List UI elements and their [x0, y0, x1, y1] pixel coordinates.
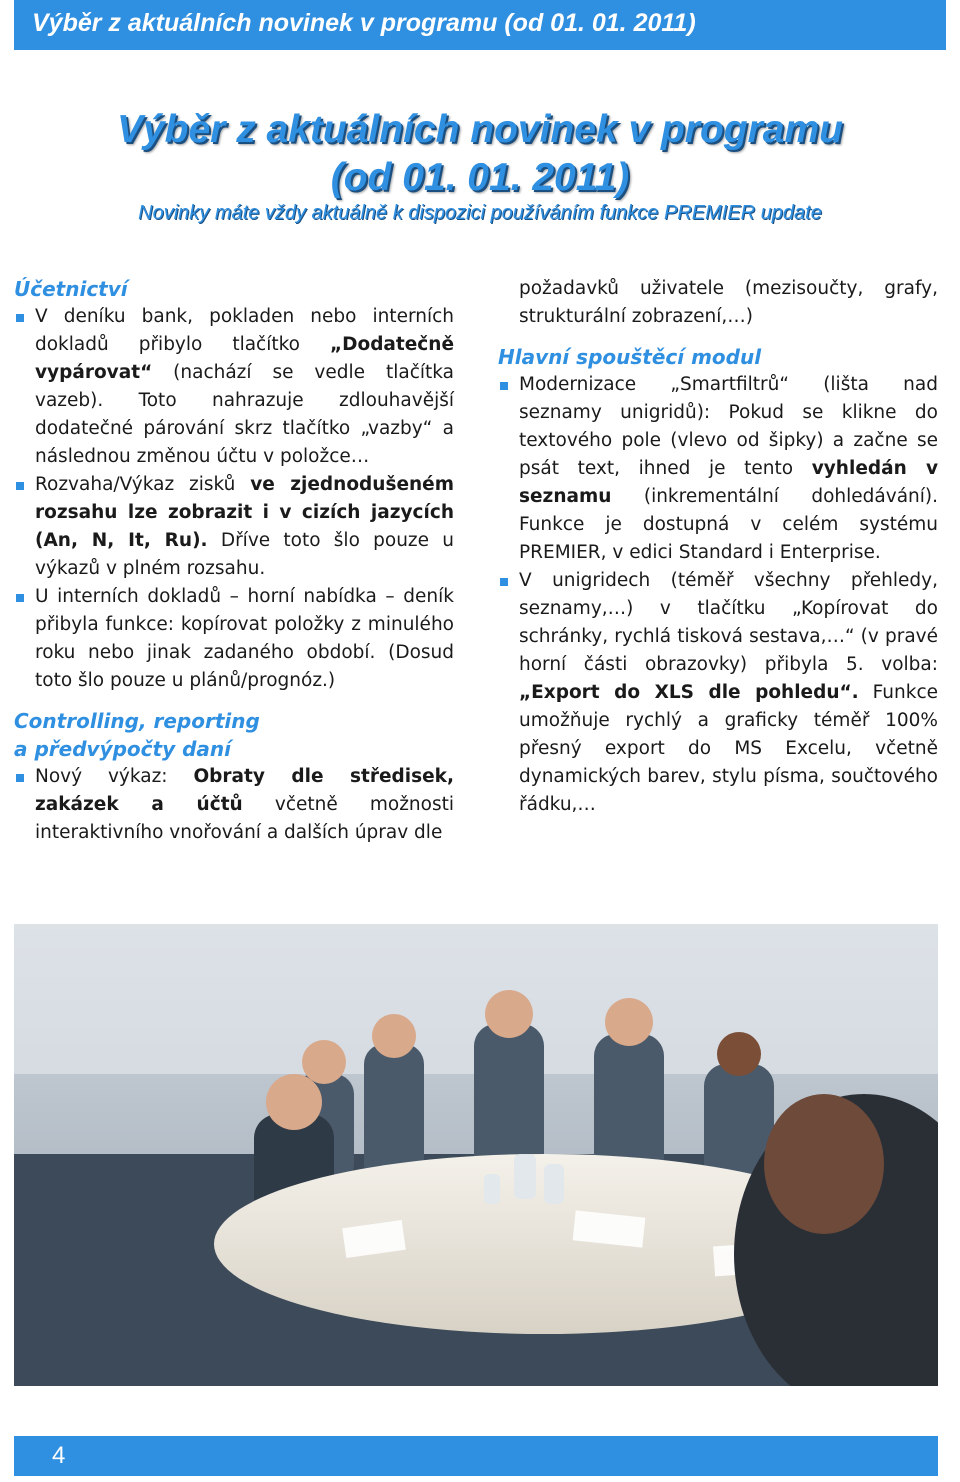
section-title-main-module: Hlavní spouštěcí modul — [498, 345, 762, 369]
hero-title-line1: Výběr z aktuálních novinek v programu — [116, 108, 844, 151]
controlling-list-continued — [498, 275, 938, 331]
accounting-list — [14, 303, 454, 695]
list-item-continued: požadavků uživatele (mezisoučty, grafy, strukturální zobrazení,…) — [519, 278, 938, 327]
section-title-accounting: Účetnictví — [14, 277, 128, 301]
left-column — [14, 275, 454, 847]
list-item: Rozvaha/Výkaz zisků ve zjednodušeném rozsahu lze zobrazit i v cizích jazycích (An, N, It, Ru). Dříve toto šlo pouze u výkazů v plném rozsahu. — [14, 471, 454, 583]
right-column — [498, 275, 938, 819]
list-item: Nový výkaz: Obraty dle středisek, zakázek a účtů včetně možnosti interaktivního vnořování a dalších úprav dle — [14, 763, 454, 847]
list-item: U interních dokladů – horní nabídka – deník přibyla funkce: kopírovat položky z minulého roku nebo jinak zadaného období. (Dosud toto šlo pouze u plánů/prognóz.) — [14, 583, 454, 695]
list-item: Modernizace „Smartfiltrů“ (lišta nad seznamy unigridů): Pokud se klikne do textového pole (vlevo od šipky) a začne se psát text, ihned je tento vyhledán v seznamu (inkrementální dohledávání). Funkce je dostupná v celém systému PREMIER, v edici Standard i Enterprise. — [498, 371, 938, 567]
footer-bar — [14, 1436, 938, 1476]
header-title: Výběr z aktuálních novinek v programu (od 01. 01. 2011) — [32, 9, 696, 37]
section-title-controlling: Controlling, reporting a předvýpočty daní — [14, 709, 260, 761]
hero-subtitle: Novinky máte vždy aktuálně k dispozici používáním funkce PREMIER update — [138, 202, 822, 224]
meeting-photo-illustration — [14, 924, 938, 1386]
hero-title-line2: (od 01. 01. 2011) — [330, 156, 630, 199]
meeting-photo — [14, 924, 938, 1386]
list-item: V deníku bank, pokladen nebo interních dokladů přibylo tlačítko „Dodatečně vypárovat“ (nachází se vedle tlačítka vazeb). Toto nahrazuje zdlouhavější dodatečné párování skrz tlačítko „vazby“ a následnou změnou účtu v položce… — [14, 303, 454, 471]
header-bar — [14, 0, 946, 50]
hero-title — [0, 106, 960, 202]
page-number: 4 — [52, 1442, 66, 1469]
controlling-list — [14, 763, 454, 847]
list-item: V unigridech (téměř všechny přehledy, seznamy,…) v tlačítku „Kopírovat do schránky, rychlá tisková sestava,…“ (v pravé horní části obrazovky) přibyla 5. volba: „Export do XLS dle pohledu“. Funkce umožňuje rychlý a graficky téměř 100% přesný export do MS Excelu, včetně dynamických barev, stylu písma, součtového řádku,… — [498, 567, 938, 819]
main-module-list — [498, 371, 938, 819]
